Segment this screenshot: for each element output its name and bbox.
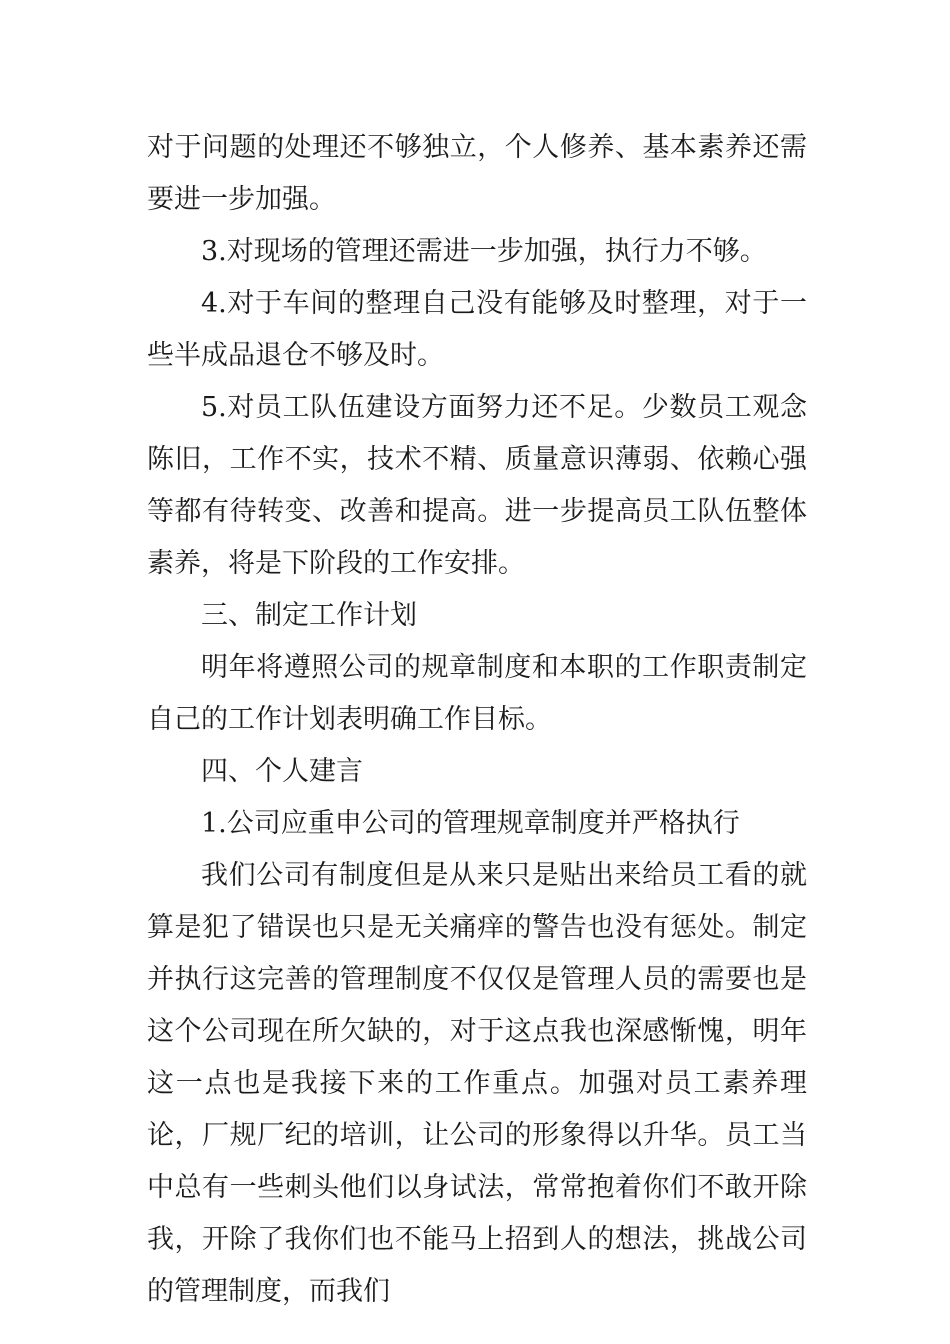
- section-heading-4: 四、个人建言: [201, 756, 363, 787]
- list-item-5: 5.对员工队伍建设方面努力还不足。少数员工观念陈旧，工作不实，技术不精、质量意识薄弱、依赖心强等都有待转变、改善和提高。进一步提高员工队伍整体素养，将是下阶段的工作安排。: [147, 392, 807, 579]
- paragraph: 我们公司有制度但是从来只是贴出来给员工看的就算是犯了错误也只是无关痛痒的警告也没有惩处。制定并执行这完善的管理制度不仅仅是管理人员的需要也是这个公司现在所欠缺的，对于这点我也深感惭愧，明年这一点也是我接下来的工作重点。加强对员工素养理论，厂规厂纪的培训，让公司的形象得以升华。员工当中总有一些刺头他们以身试法，常常抱着你们不敢开除我，开除了我你们也不能马上招到人的想法，挑战公司的管理制度，而我们: [147, 860, 807, 1307]
- list-item-3: 3.对现场的管理还需进一步加强，执行力不够。: [201, 236, 767, 267]
- subheading-1: 1.公司应重申公司的管理规章制度并严格执行: [201, 808, 740, 839]
- paragraph: 对于问题的处理还不够独立，个人修养、基本素养还需要进一步加强。: [147, 132, 807, 215]
- document-body: [147, 122, 807, 1318]
- paragraph: 明年将遵照公司的规章制度和本职的工作职责制定自己的工作计划表明确工作目标。: [147, 652, 807, 735]
- section-heading-3: 三、制定工作计划: [201, 600, 417, 631]
- list-item-4: 4.对于车间的整理自己没有能够及时整理，对于一些半成品退仓不够及时。: [147, 288, 807, 371]
